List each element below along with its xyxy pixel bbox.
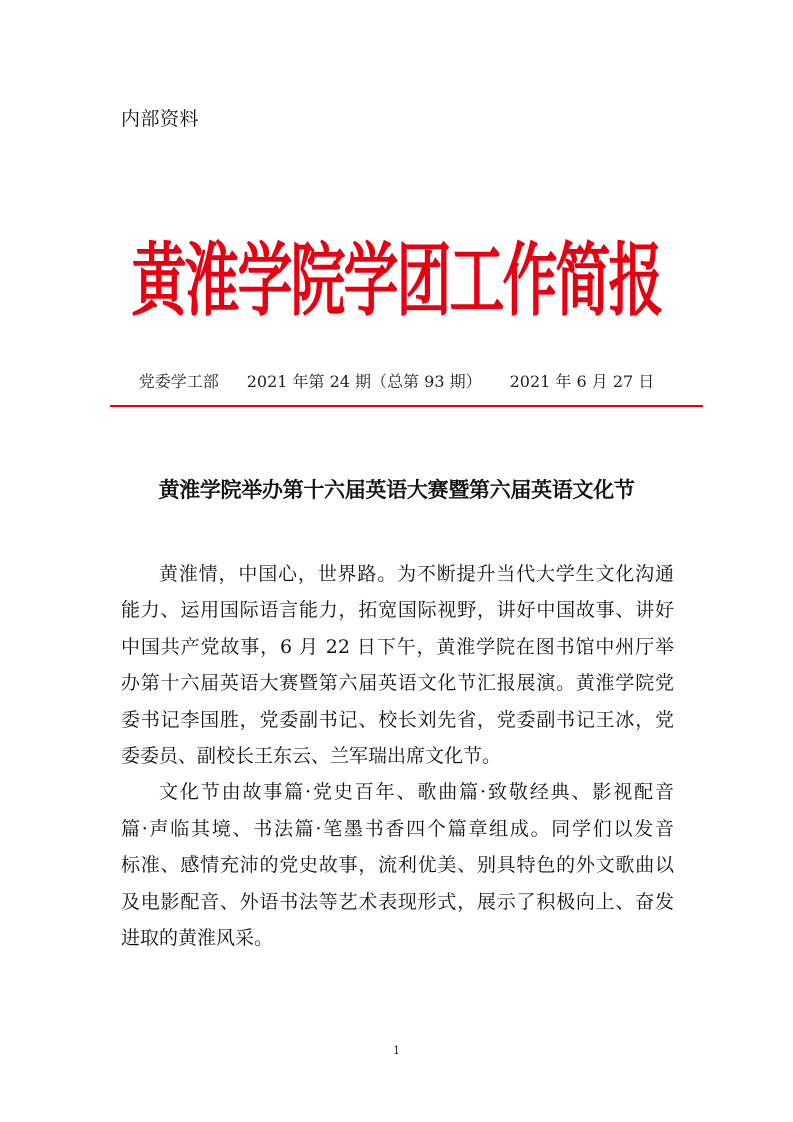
masthead-title: 黄淮学院学团工作简报 [131,232,662,327]
issue-info-line [0,369,793,392]
masthead-divider [110,405,703,407]
issue-department: 党委学工部 [138,372,219,391]
paragraph-line: 中国共产党故事，6 月 22 日下午，黄淮学院在图书馆中州厅举 [121,635,674,658]
page-number: 1 [393,1044,400,1057]
paragraph-line: 委书记李国胜，党委副书记、校长刘先省，党委副书记王冰，党 [121,708,674,731]
paragraph-2 [121,774,674,956]
issue-number: 2021 年第 24 期（总第 93 期） [246,372,482,391]
paragraph-line: 进取的黄淮风采。 [121,927,274,950]
paragraph-line: 及电影配音、外语书法等艺术表现形式，展示了积极向上、奋发 [121,890,674,913]
article-body [121,556,674,956]
paragraph-line: 篇·声临其境、书法篇·笔墨书香四个篇章组成。同学们以发音 [121,817,674,840]
paragraph-line: 文化节由故事篇·党史百年、歌曲篇·致敬经典、影视配音 [159,781,674,804]
paragraph-line: 能力、运用国际语言能力，拓宽国际视野，讲好中国故事、讲好 [121,599,674,622]
paragraph-line: 办第十六届英语大赛暨第六届英语文化节汇报展演。黄淮学院党 [121,672,674,695]
issue-date: 2021 年 6 月 27 日 [509,372,655,391]
article-title: 黄淮学院举办第十六届英语大赛暨第六届英语文化节 [158,477,635,502]
paragraph-1 [121,556,674,774]
paragraph-line: 标准、感情充沛的党史故事，流利优美、别具特色的外文歌曲以 [121,854,674,877]
paragraph-line: 黄淮情，中国心，世界路。为不断提升当代大学生文化沟通 [159,563,674,585]
paragraph-line: 委委员、副校长王东云、兰军瑞出席文化节。 [121,745,502,768]
classification-label: 内部资料 [121,108,200,130]
